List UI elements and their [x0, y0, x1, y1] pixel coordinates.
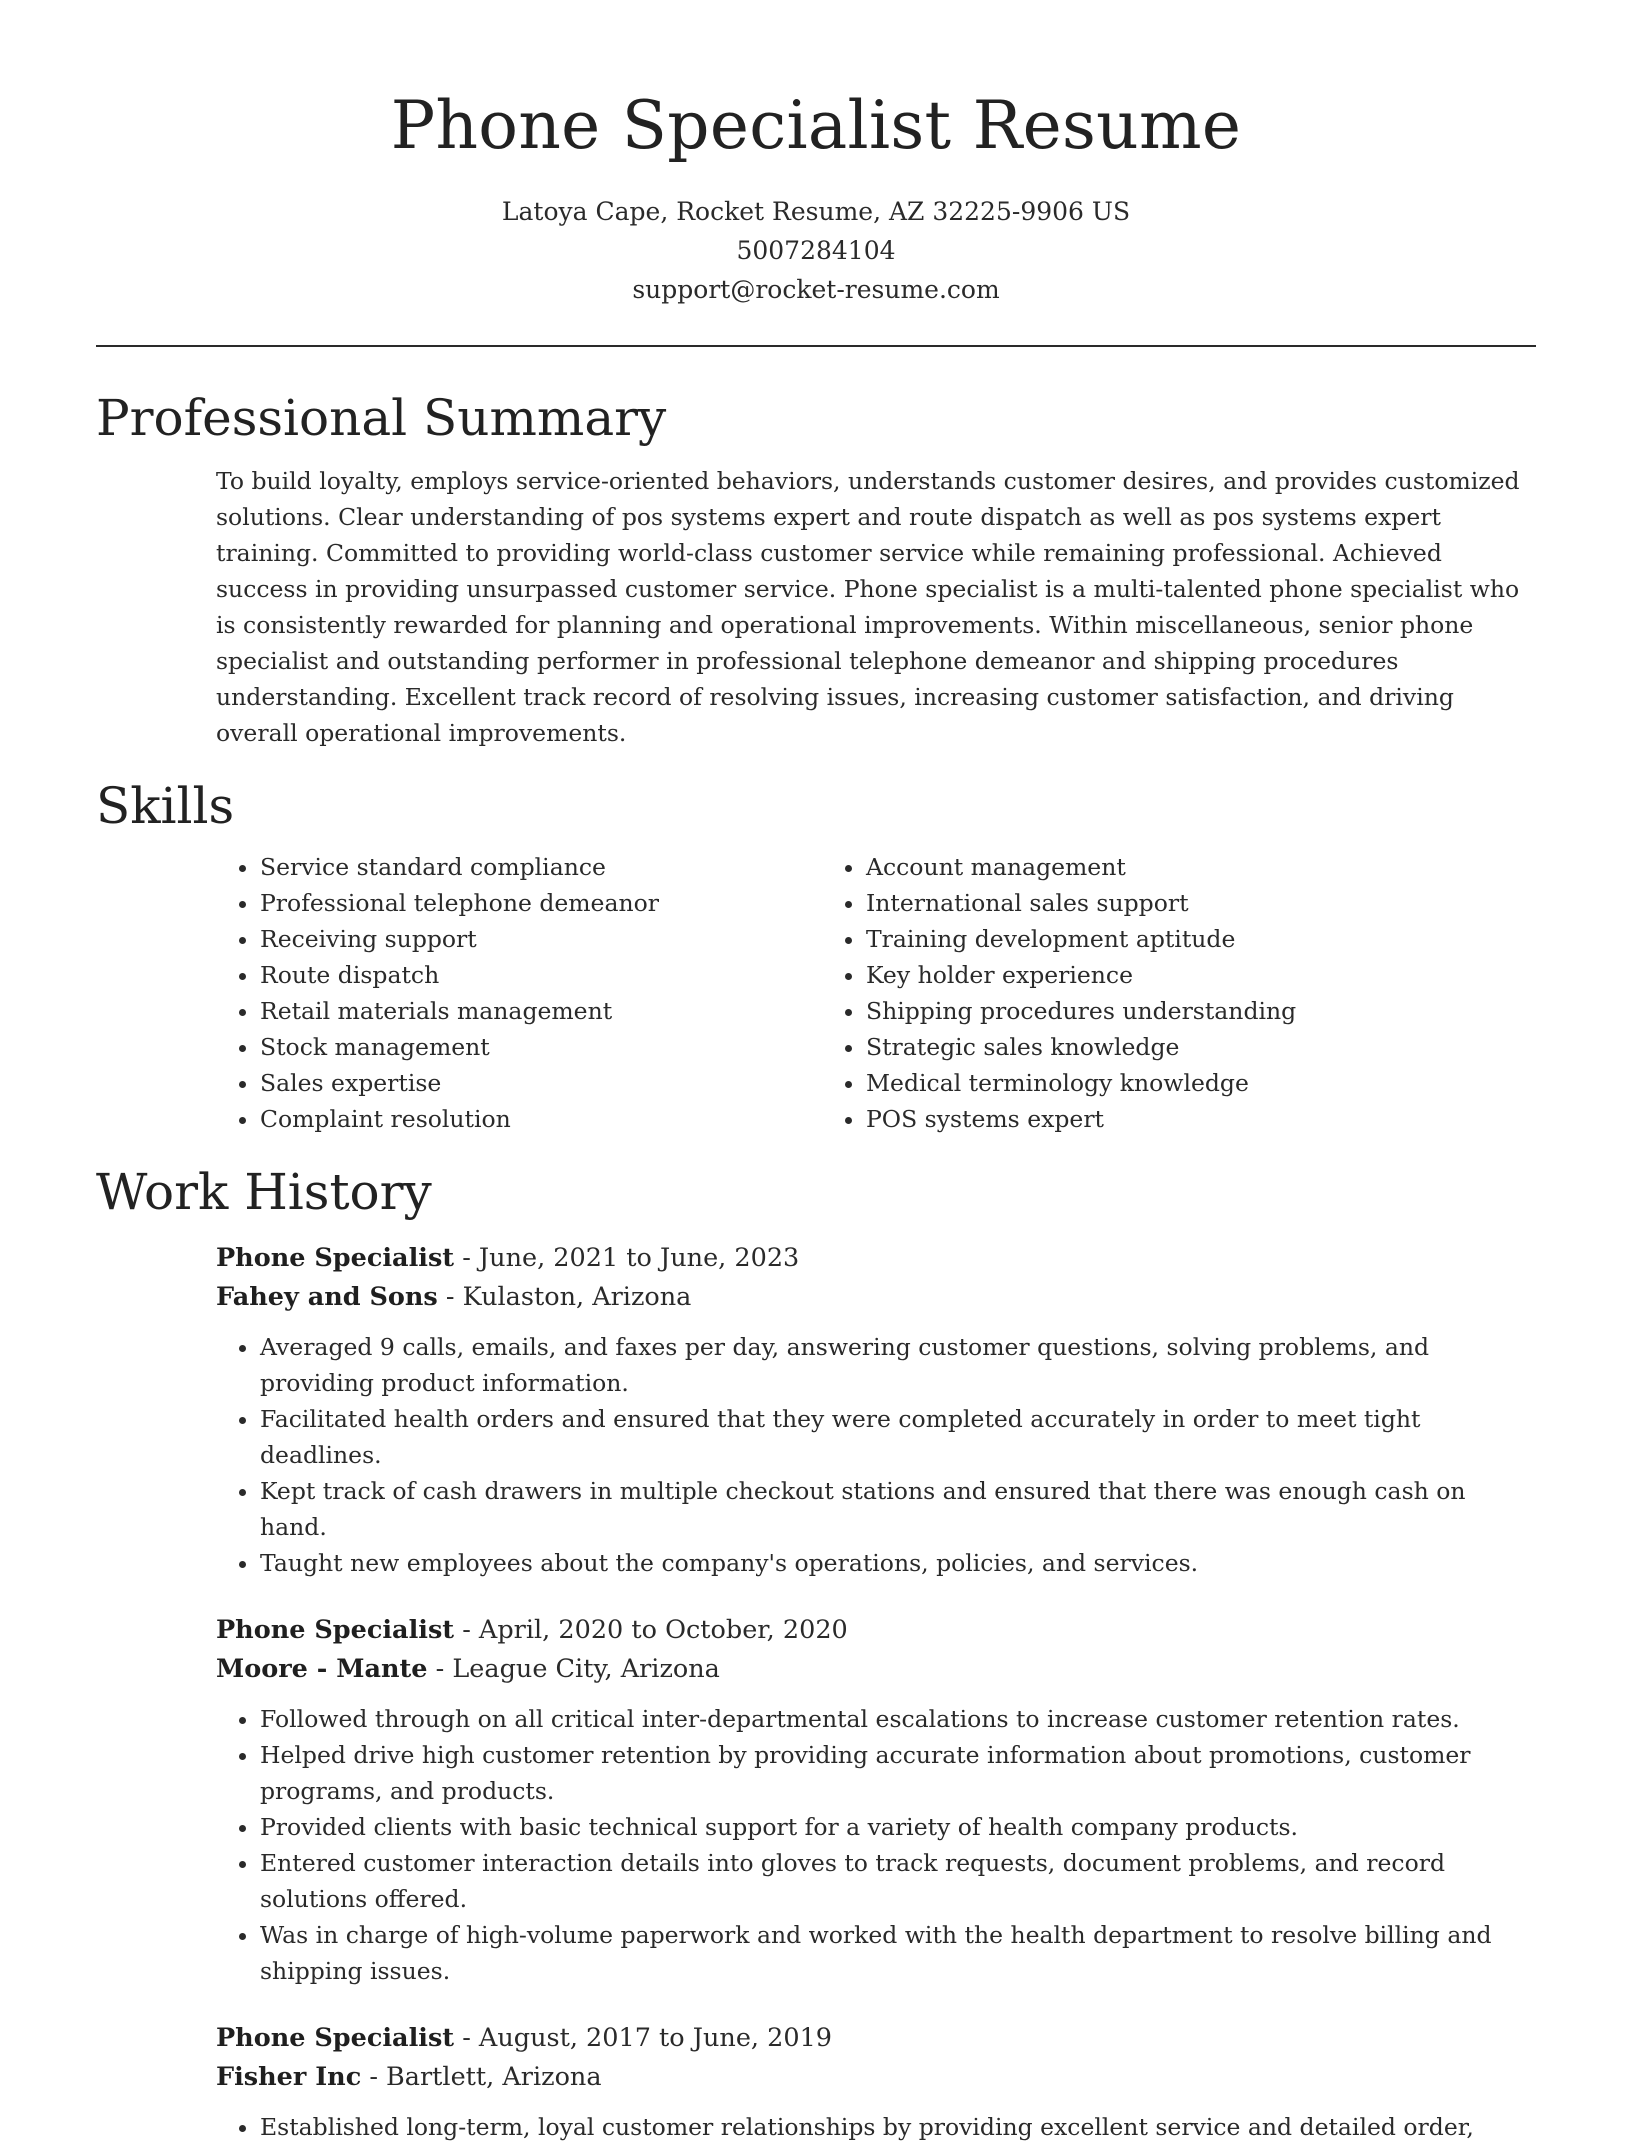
- job-duty-item: • Facilitated health orders and ensured that they were completed accurately in order to meet tight deadlines.: [260, 1401, 1536, 1473]
- skill-item: • Medical terminology knowledge: [866, 1065, 1296, 1101]
- job-company-line: [216, 1278, 1536, 1317]
- job-company-line: [216, 1650, 1536, 1689]
- skill-item: • International sales support: [866, 885, 1296, 921]
- job-duty-item: • Established long-term, loyal customer relationships by providing excellent service and detailed order,: [260, 2109, 1536, 2145]
- skill-item: • Stock management: [260, 1029, 866, 1065]
- skill-item: • Strategic sales knowledge: [866, 1029, 1296, 1065]
- job-dates: - April, 2020 to October, 2020: [454, 1615, 848, 1645]
- skill-item: • Sales expertise: [260, 1065, 866, 1101]
- skills-columns: [216, 849, 1536, 1137]
- contact-address: Latoya Cape, Rocket Resume, AZ 32225-9906 US: [501, 197, 1131, 226]
- job-title-line: [216, 2019, 1536, 2058]
- job-title: Phone Specialist: [216, 1243, 455, 1273]
- skill-item: • Complaint resolution: [260, 1101, 866, 1137]
- job-duty-item: • Averaged 9 calls, emails, and faxes per day, answering customer questions, solving problems, and providing product information.: [260, 1329, 1536, 1401]
- section-heading-skills: Skills: [96, 777, 235, 835]
- job-duty-item: • Kept track of cash drawers in multiple checkout stations and ensured that there was enough cash on hand.: [260, 1473, 1536, 1545]
- job-dates: - August, 2017 to June, 2019: [454, 2023, 833, 2053]
- skill-item: • Shipping procedures understanding: [866, 993, 1296, 1029]
- job-duty-item: • Followed through on all critical inter-departmental escalations to increase customer retention rates.: [260, 1701, 1536, 1737]
- skill-item: • Key holder experience: [866, 957, 1296, 993]
- job-title: Phone Specialist: [216, 1615, 455, 1645]
- job-entry: [216, 2019, 1536, 2145]
- section-heading-work-history: Work History: [96, 1163, 432, 1221]
- skill-item: • Route dispatch: [260, 957, 866, 993]
- job-duty-item: • Helped drive high customer retention by providing accurate information about promotions, customer programs, and products.: [260, 1737, 1536, 1809]
- skill-item: • Account management: [866, 849, 1296, 885]
- job-title: Phone Specialist: [216, 2023, 455, 2053]
- job-location: - Bartlett, Arizona: [361, 2062, 602, 2092]
- skill-item: • Retail materials management: [260, 993, 866, 1029]
- job-entry: [216, 1239, 1536, 1581]
- job-location: - League City, Arizona: [427, 1654, 720, 1684]
- job-company-line: [216, 2058, 1536, 2097]
- header-divider: [96, 345, 1536, 347]
- skill-item: • Service standard compliance: [260, 849, 866, 885]
- skill-item: • Professional telephone demeanor: [260, 885, 866, 921]
- job-duty-item: • Taught new employees about the company's operations, policies, and services.: [260, 1545, 1536, 1581]
- skill-item: • Receiving support: [260, 921, 866, 957]
- job-company: Fisher Inc: [216, 2062, 362, 2092]
- section-heading-summary: Professional Summary: [96, 389, 667, 447]
- job-company: Moore - Mante: [216, 1654, 428, 1684]
- job-title-line: [216, 1611, 1536, 1650]
- job-entry: [216, 1611, 1536, 1989]
- resume-page: [96, 0, 1536, 2145]
- job-duty-item: • Provided clients with basic technical support for a variety of health company products.: [260, 1809, 1536, 1845]
- skills-list-right: [822, 849, 1296, 1137]
- job-title-line: [216, 1239, 1536, 1278]
- job-dates: - June, 2021 to June, 2023: [454, 1243, 800, 1273]
- contact-block: [96, 192, 1536, 309]
- job-location: - Kulaston, Arizona: [437, 1282, 692, 1312]
- job-duties: [216, 1701, 1536, 1989]
- job-duties: [216, 2109, 1536, 2145]
- job-duty-item: • Was in charge of high-volume paperwork and worked with the health department to resolve billing and shipping issues.: [260, 1917, 1536, 1989]
- skill-item: • Training development aptitude: [866, 921, 1296, 957]
- skill-item: • POS systems expert: [866, 1101, 1296, 1137]
- contact-email: support@rocket-resume.com: [632, 275, 1000, 304]
- summary-paragraph: To build loyalty, employs service-oriented behaviors, understands customer desires, and provides customized solutions. Clear understanding of pos systems expert and route dispatch as well as pos systems expert training. Committed to providing world-class customer service while remaining professional. Achieved success in providing unsurpassed customer service. Phone specialist is a multi-talented phone specialist who is consistently rewarded for planning and operational improvements. Within miscellaneous, senior phone specialist and outstanding performer in professional telephone demeanor and shipping procedures understanding. Excellent track record of resolving issues, increasing customer satisfaction, and driving overall operational improvements.: [216, 467, 1520, 747]
- job-duties: [216, 1329, 1536, 1581]
- contact-phone: 5007284104: [736, 236, 896, 265]
- skills-list-left: [216, 849, 866, 1137]
- job-duty-item: • Entered customer interaction details into gloves to track requests, document problems, and record solutions offered.: [260, 1845, 1536, 1917]
- resume-title: Phone Specialist Resume: [390, 87, 1242, 164]
- job-company: Fahey and Sons: [216, 1282, 438, 1312]
